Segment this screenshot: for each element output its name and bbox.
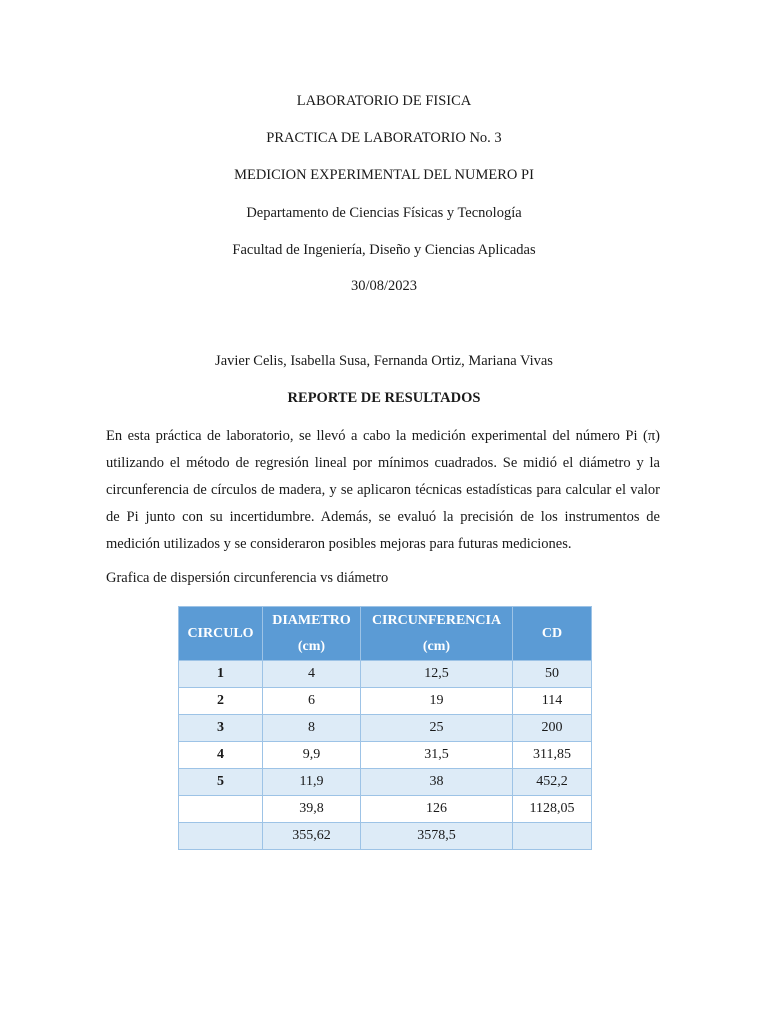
cell-cd: 50 (513, 661, 592, 688)
practice-title: PRACTICA DE LABORATORIO No. 3 (266, 130, 502, 146)
cell-circunferencia: 3578,5 (361, 823, 513, 850)
cell-cd: 1128,05 (513, 796, 592, 823)
header-circunferencia-label: CIRCUNFERENCIA (371, 612, 502, 628)
header-diametro-label: DIAMETRO (272, 612, 351, 628)
cell-cd: 311,85 (513, 742, 592, 769)
cell-cd: 114 (513, 688, 592, 715)
header-diametro-unit: (cm) (297, 638, 326, 654)
header-diametro (263, 607, 361, 661)
cell-circulo: 1 (179, 661, 263, 688)
cell-circunferencia: 126 (361, 796, 513, 823)
header-circunferencia (361, 607, 513, 661)
cell-circulo: 5 (179, 769, 263, 796)
report-title: REPORTE DE RESULTADOS (287, 390, 481, 406)
header-cd (513, 607, 592, 661)
cell-cd: 200 (513, 715, 592, 742)
cell-circulo (179, 796, 263, 823)
lab-title: LABORATORIO DE FISICA (296, 93, 472, 109)
cell-circulo: 3 (179, 715, 263, 742)
table-row (179, 688, 592, 715)
header-circunferencia-unit: (cm) (422, 638, 451, 654)
authors: Javier Celis, Isabella Susa, Fernanda Ortiz, Mariana Vivas (215, 353, 553, 369)
cell-diametro: 6 (263, 688, 361, 715)
table-row (179, 661, 592, 688)
cell-diametro: 39,8 (263, 796, 361, 823)
cell-circulo: 4 (179, 742, 263, 769)
cell-circunferencia: 38 (361, 769, 513, 796)
header-circulo (179, 607, 263, 661)
date: 30/08/2023 (350, 278, 418, 294)
cell-circunferencia: 19 (361, 688, 513, 715)
cell-diametro: 9,9 (263, 742, 361, 769)
faculty: Facultad de Ingeniería, Diseño y Ciencias Aplicadas (232, 242, 536, 258)
header-cd-label: CD (541, 625, 563, 641)
cell-diametro: 11,9 (263, 769, 361, 796)
cell-circunferencia: 25 (361, 715, 513, 742)
cell-cd: 452,2 (513, 769, 592, 796)
cell-circulo: 2 (179, 688, 263, 715)
header-circulo-label: CIRCULO (187, 625, 254, 641)
cell-circunferencia: 31,5 (361, 742, 513, 769)
experiment-title: MEDICION EXPERIMENTAL DEL NUMERO PI (234, 167, 534, 183)
table-row (179, 715, 592, 742)
cell-diametro: 4 (263, 661, 361, 688)
cell-diametro: 355,62 (263, 823, 361, 850)
table-row-sum (179, 796, 592, 823)
table-row-squares (179, 823, 592, 850)
results-table (178, 606, 592, 850)
table-caption: Grafica de dispersión circunferencia vs diámetro (106, 570, 389, 586)
cell-diametro: 8 (263, 715, 361, 742)
department: Departamento de Ciencias Físicas y Tecnología (246, 205, 522, 221)
cell-circulo (179, 823, 263, 850)
table-header-row (179, 607, 592, 661)
cell-cd (513, 823, 592, 850)
summary-paragraph: En esta práctica de laboratorio, se llevó a cabo la medición experimental del número Pi (π) utilizando el método de regresión lineal por mínimos cuadrados. Se midió el diámetro y la circunferencia de círculos de madera, y se aplicaron técnicas estadísticas para calcular el valor de Pi junto con su incertidumbre. Además, se evaluó la precisión de los instrumentos de medición utilizados y se consideraron posibles mejoras para futuras mediciones. (106, 428, 660, 552)
table-row (179, 769, 592, 796)
table-row (179, 742, 592, 769)
cell-circunferencia: 12,5 (361, 661, 513, 688)
